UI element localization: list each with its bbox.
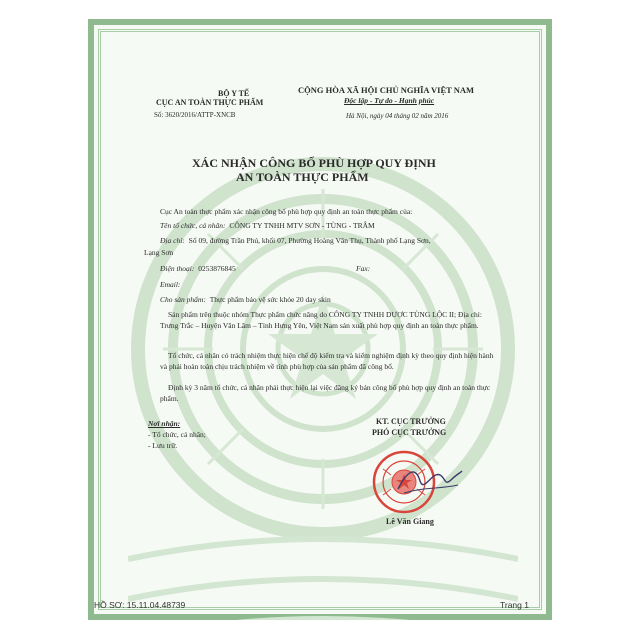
department-name: CỤC AN TOÀN THỰC PHẨM (156, 98, 264, 107)
intro-text: Cục An toàn thực phẩm xác nhận công bố phù hợp quy định an toàn thực phẩm của: (160, 207, 413, 216)
record-number: HỒ SƠ: 15.11.04.48739 (94, 600, 186, 610)
phone-value: 0253876845 (198, 264, 236, 273)
org-label: Tên tổ chức, cá nhân: (160, 221, 226, 230)
phone-row (160, 264, 236, 274)
email-label: Email: (160, 280, 181, 289)
country-name: CỘNG HÒA XÃ HỘI CHỦ NGHĨA VIỆT NAM (298, 85, 475, 95)
signer-name: Lê Văn Giang (386, 517, 434, 526)
handwritten-signature-icon (394, 459, 464, 499)
page-number: Trang 1 (500, 600, 529, 610)
phone-label: Điện thoại: (160, 264, 195, 273)
product-value: Thực phẩm bảo vệ sức khỏe 20 day skin (209, 295, 331, 304)
recipient-item-1: - Tổ chức, cá nhân; (148, 430, 206, 439)
address-row (160, 236, 431, 246)
product-row (160, 295, 331, 305)
document-title-line1: XÁC NHẬN CÔNG BỐ PHÙ HỢP QUY ĐỊNH (192, 156, 436, 170)
org-row (160, 221, 375, 231)
address-label: Địa chỉ: (160, 236, 185, 245)
recipients-label: Nơi nhận: (148, 419, 181, 428)
national-motto: Độc lập - Tự do - Hạnh phúc (344, 96, 435, 105)
certificate-page (88, 19, 552, 620)
manufacturer-paragraph: Sản phẩm trên thuộc nhóm Thực phẩm chức năng do CÔNG TY TNHH DƯỢC TÙNG LỘC II; Địa chỉ: Trưng Trắc – Huyện Văn Lâm – Tỉnh Hưng Yên, Việt Nam sản xuất phù hợp quy định an toàn thực phẩm. (160, 310, 482, 330)
renewal-paragraph: Định kỳ 3 năm tổ chức, cá nhân phải thực hiện lại việc đăng ký bản công bố phù hợp quy định an toàn thực phẩm. (160, 383, 491, 403)
ministry-name: BỘ Y TẾ (218, 89, 250, 98)
responsibility-paragraph: Tổ chức, cá nhân có trách nhiệm thực hiện chế độ kiểm tra và kiểm nghiệm định kỳ theo quy định hiện hành và phải hoàn toàn chịu trách nhiệm về tính phù hợp của sản phẩm đã công bố. (160, 351, 494, 371)
signer-title-2: PHÓ CỤC TRƯỞNG (372, 428, 447, 437)
document-title-line2: AN TOÀN THỰC PHẨM (236, 170, 369, 184)
product-label: Cho sản phẩm: (160, 295, 206, 304)
org-value: CÔNG TY TNHH MTV SƠN - TÙNG - TRÂM (229, 221, 375, 230)
signer-title-1: KT. CỤC TRƯỞNG (376, 417, 446, 426)
address-continued: Lạng Sơn (144, 248, 174, 257)
place-date: Hà Nội, ngày 04 tháng 02 năm 2016 (346, 112, 449, 120)
recipient-item-2: - Lưu trữ. (148, 441, 178, 450)
document-number: Số: 3620/2016/ATTP-XNCB (154, 111, 236, 119)
fax-label: Fax: (356, 264, 371, 273)
address-value: Số 09, đường Trần Phú, khối 07, Phường Hoàng Văn Thụ, Thành phố Lạng Sơn, (188, 236, 431, 245)
